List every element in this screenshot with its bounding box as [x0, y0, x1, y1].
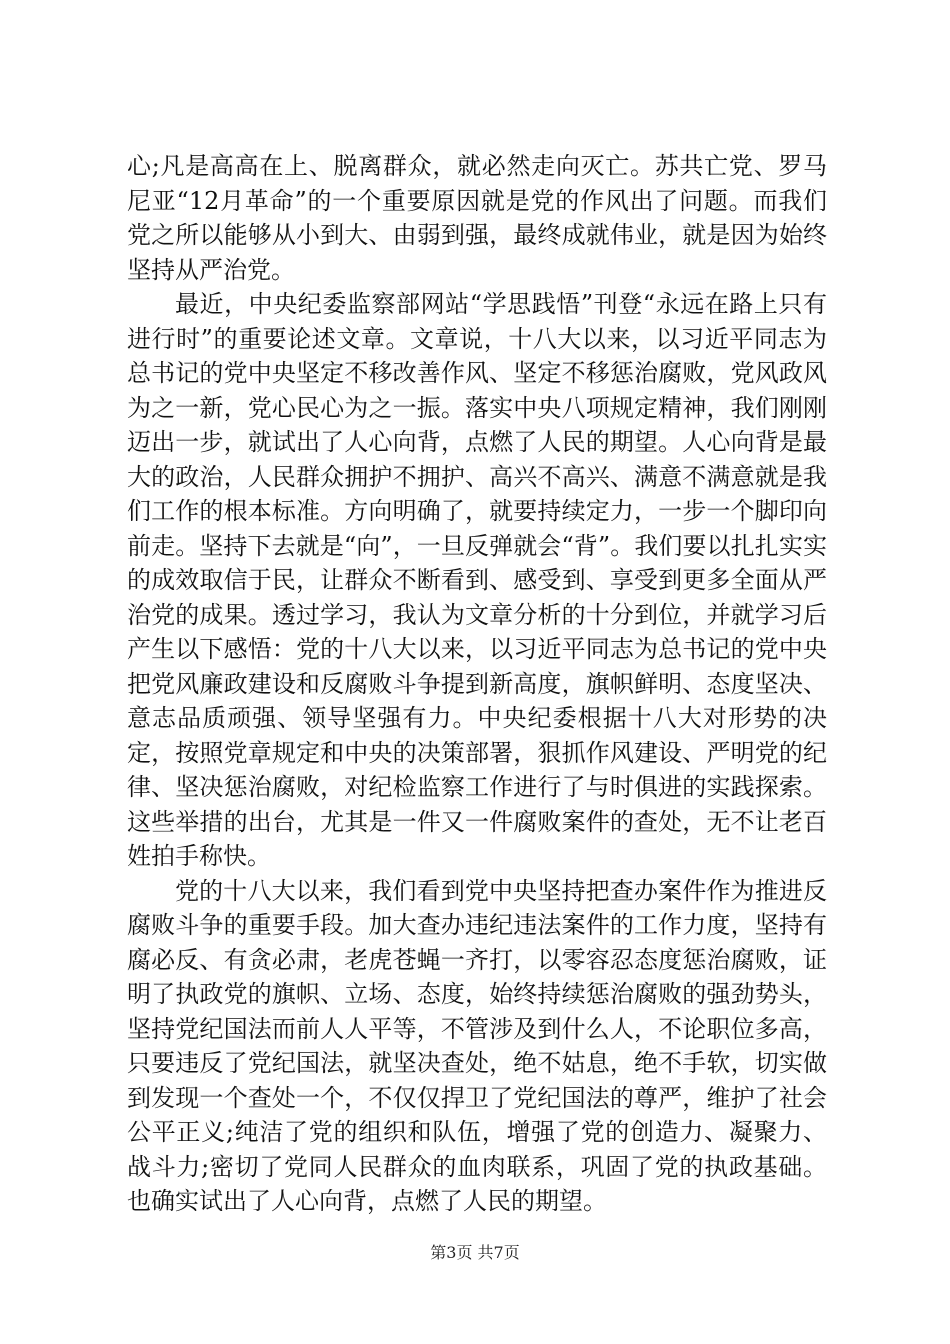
paragraph-3: 党的十八大以来，我们看到党中央坚持把查办案件作为推进反腐败斗争的重要手段。加大查办违纪违法案件的工作力度，坚持有腐必反、有贪必肃，老虎苍蝇一齐打，以零容忍态度惩治腐败，证明了执政党的旗帜、立场、态度，始终持续惩治腐败的强劲势头，坚持党纪国法而前人人平等，不管涉及到什么人，不论职位多高，只要违反了党纪国法，就坚决查处，绝不姑息，绝不手软，切实做到发现一个查处一个，不仅仅捍卫了党纪国法的尊严，维护了社会公平正义;纯洁了党的组织和队伍，增强了党的创造力、凝聚力、战斗力;密切了党同人民群众的血肉联系，巩固了党的执政基础。也确实试出了人心向背，点燃了人民的期望。: [127, 876, 827, 1215]
paragraph-1: 心;凡是高高在上、脱离群众，就必然走向灭亡。苏共亡党、罗马尼亚“12月革命”的一个重要原因就是党的作风出了问题。而我们党之所以能够从小到大、由弱到强，最终成就伟业，就是因为始终坚持从严治党。: [127, 152, 827, 284]
page-number-footer: 第3页 共7页: [430, 1243, 520, 1262]
document-body: [127, 149, 827, 1219]
paragraph-2: 最近，中央纪委监察部网站“学思践悟”刊登“永远在路上只有进行时”的重要论述文章。文章说，十八大以来，以习近平同志为总书记的党中央坚定不移改善作风、坚定不移惩治腐败，党风政风为之一新，党心民心为之一振。落实中央八项规定精神，我们刚刚迈出一步，就试出了人心向背，点燃了人民的期望。人心向背是最大的政治，人民群众拥护不拥护、高兴不高兴、满意不满意就是我们工作的根本标准。方向明确了，就要持续定力，一步一个脚印向前走。坚持下去就是“向”，一旦反弹就会“背”。我们要以扎扎实实的成效取信于民，让群众不断看到、感受到、享受到更多全面从严治党的成果。透过学习，我认为文章分析的十分到位，并就学习后产生以下感悟：党的十八大以来，以习近平同志为总书记的党中央把党风廉政建设和反腐败斗争提到新高度，旗帜鲜明、态度坚决、意志品质顽强、领导坚强有力。中央纪委根据十八大对形势的决定，按照党章规定和中央的决策部署，狠抓作风建设、严明党的纪律、坚决惩治腐败，对纪检监察工作进行了与时俱进的实践探索。这些举措的出台，尤其是一件又一件腐败案件的查处，无不让老百姓拍手称快。: [127, 290, 827, 870]
